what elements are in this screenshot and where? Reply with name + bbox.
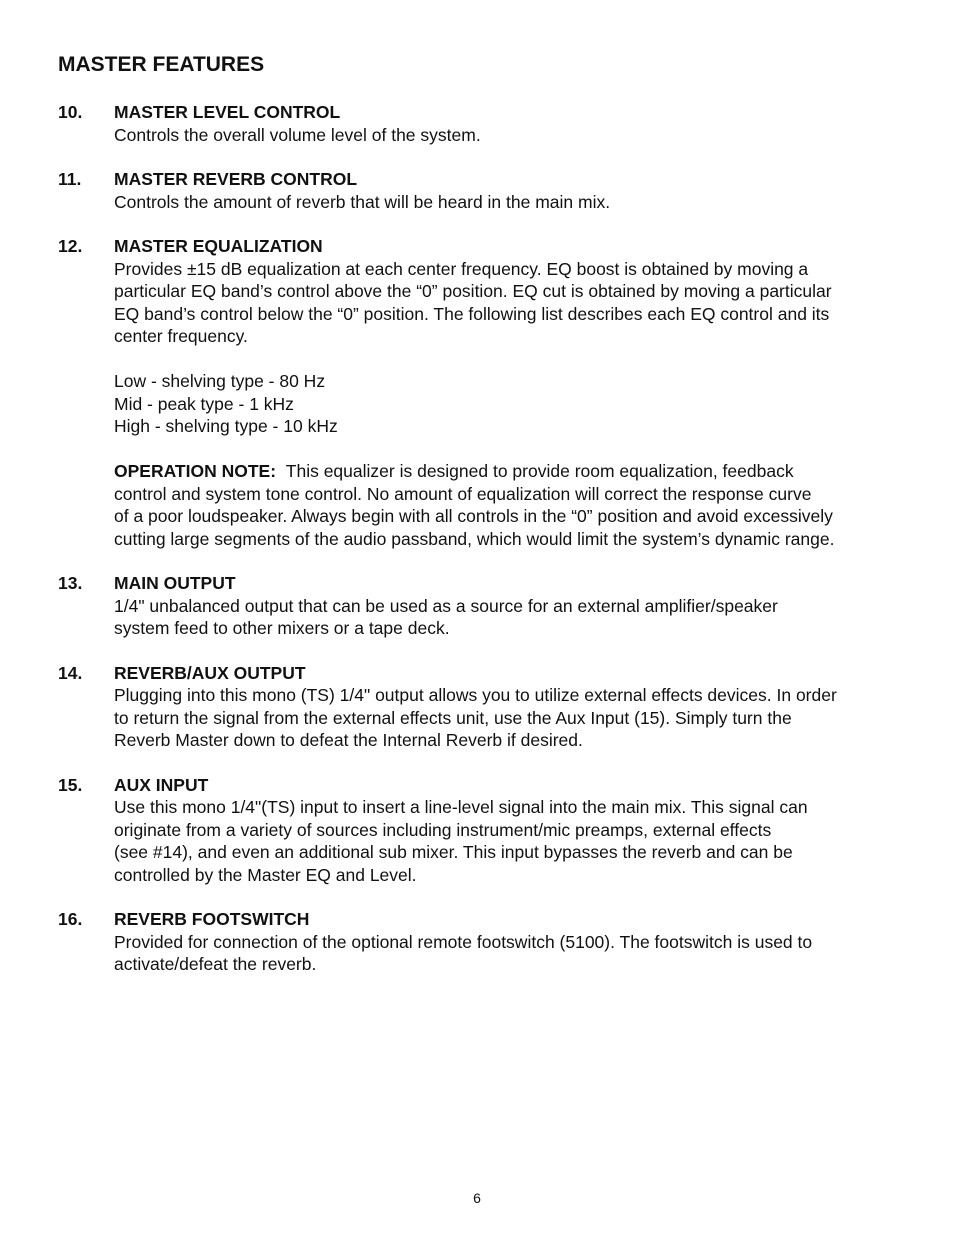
section-body [114, 796, 908, 886]
section-body [114, 684, 908, 752]
body-line: Controls the amount of reverb that will be heard in the main mix. [114, 191, 611, 212]
section-body [114, 191, 908, 214]
section-heading [58, 662, 908, 685]
section-heading [58, 168, 908, 191]
body-line: Use this mono 1/4"(TS) input to insert a line-level signal into the main mix. This signal can [114, 797, 808, 817]
operation-note-line: of a poor loudspeaker. Always begin with all controls in the “0” position and avoid excessively [114, 506, 833, 526]
body-line: controlled by the Master EQ and Level. [114, 864, 417, 885]
body-line: (see #14), and even an additional sub mixer. This input bypasses the reverb and can be [114, 842, 793, 862]
body-line: Reverb Master down to defeat the Internal Reverb if desired. [114, 730, 583, 750]
document-body [58, 101, 908, 998]
body-line: Plugging into this mono (TS) 1/4" output allows you to utilize external effects devices. In order [114, 685, 837, 705]
body-line: Provided for connection of the optional remote footswitch (5100). The footswitch is used to [114, 931, 813, 952]
eq-list-item: Mid - peak type - 1 kHz [114, 393, 294, 414]
section-title: MAIN OUTPUT [114, 573, 236, 593]
section-heading [58, 774, 908, 797]
section-body [114, 124, 908, 147]
section-title: MASTER LEVEL CONTROL [114, 102, 341, 122]
section-number: 10. [58, 102, 83, 122]
section-number: 12. [58, 236, 83, 256]
section-number: 11. [58, 169, 82, 189]
section-heading [58, 101, 908, 124]
body-line: particular EQ band’s control above the “0” position. EQ cut is obtained by moving a particular [114, 281, 832, 301]
section-number: 16. [58, 909, 83, 929]
body-line: EQ band’s control below the “0” position. The following list describes each EQ control and its [114, 303, 830, 324]
section-aux-input [58, 774, 908, 887]
section-title: MASTER EQUALIZATION [114, 236, 323, 256]
spacer [114, 438, 908, 461]
body-line: activate/defeat the reverb. [114, 954, 317, 974]
operation-note-label: OPERATION NOTE: [114, 461, 277, 481]
eq-list-item: Low - shelving type - 80 Hz [114, 371, 326, 391]
spacer [114, 348, 908, 371]
operation-note-line [114, 460, 908, 483]
body-line: center frequency. [114, 326, 248, 346]
eq-list-item: High - shelving type - 10 kHz [114, 416, 338, 436]
page-number: 6 [473, 1190, 481, 1206]
body-line: 1/4" unbalanced output that can be used as a source for an external amplifier/speaker [114, 595, 778, 616]
body-line: to return the signal from the external effects unit, use the Aux Input (15). Simply turn the [114, 707, 792, 728]
section-title: AUX INPUT [114, 774, 209, 795]
section-number: 15. [58, 774, 83, 795]
section-title: MASTER REVERB CONTROL [114, 169, 358, 189]
operation-note-line: control and system tone control. No amount of equalization will correct the response curve [114, 483, 812, 504]
section-number: 13. [58, 573, 83, 593]
section-number: 14. [58, 662, 83, 683]
body-line: Provides ±15 dB equalization at each center frequency. EQ boost is obtained by moving a [114, 258, 809, 279]
page-title: MASTER FEATURES [58, 53, 265, 76]
section-title: REVERB FOOTSWITCH [114, 909, 310, 929]
section-body [114, 595, 908, 640]
body-line: Controls the overall volume level of the system. [114, 124, 481, 145]
body-line: system feed to other mixers or a tape deck. [114, 618, 450, 638]
section-master-equalization [58, 235, 908, 550]
section-main-output [58, 572, 908, 640]
section-body [114, 258, 908, 551]
section-heading [58, 572, 908, 595]
section-title: REVERB/AUX OUTPUT [114, 662, 306, 683]
body-line: originate from a variety of sources including instrument/mic preamps, external effects [114, 819, 772, 840]
section-master-level-control [58, 101, 908, 146]
section-heading [58, 235, 908, 258]
section-reverb-aux-output [58, 662, 908, 752]
section-reverb-footswitch [58, 908, 908, 976]
section-master-reverb-control [58, 168, 908, 213]
operation-note-line: cutting large segments of the audio passband, which would limit the system’s dynamic range. [114, 528, 835, 549]
section-heading [58, 908, 908, 931]
section-body [114, 931, 908, 976]
operation-note-text: This equalizer is designed to provide room equalization, feedback [285, 461, 794, 481]
